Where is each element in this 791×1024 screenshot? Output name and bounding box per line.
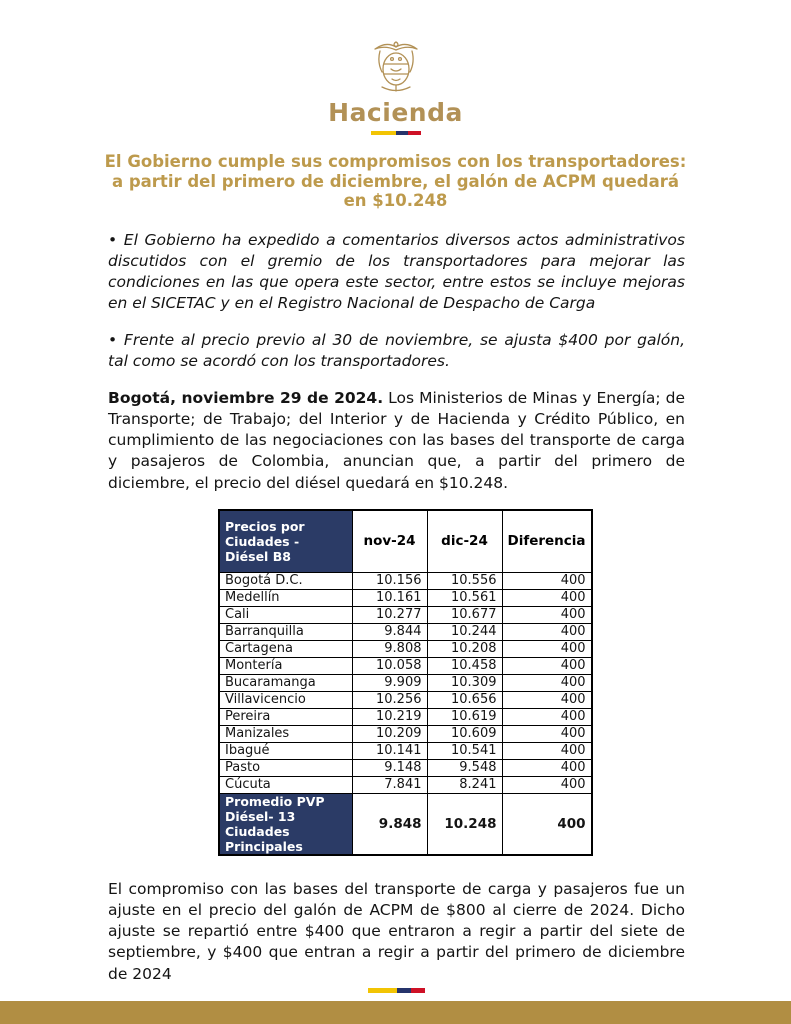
dif-cell: 400	[502, 623, 592, 640]
nov-cell: 10.209	[352, 725, 427, 742]
bullet-paragraph-2: • Frente al precio previo al 30 de noviembre, se ajusta $400 por galón, tal como se acordó con los transportadores.	[108, 330, 685, 371]
city-cell: Villavicencio	[219, 691, 352, 708]
table-row	[219, 572, 592, 589]
page-title-line3: en $10.248	[343, 191, 448, 210]
table-row	[219, 589, 592, 606]
nov-cell: 9.844	[352, 623, 427, 640]
flag-blue-segment	[396, 131, 409, 135]
table-row	[219, 606, 592, 623]
city-cell: Medellín	[219, 589, 352, 606]
nov-cell: 10.058	[352, 657, 427, 674]
document-body	[108, 230, 685, 985]
city-cell: Pereira	[219, 708, 352, 725]
city-cell: Cúcuta	[219, 776, 352, 793]
city-cell: Manizales	[219, 725, 352, 742]
flag-red-segment	[411, 988, 425, 993]
colombia-coat-of-arms-icon	[367, 38, 425, 96]
average-nov-cell: 9.848	[352, 793, 427, 855]
dic-cell: 10.244	[427, 623, 502, 640]
closing-paragraph: El compromiso con las bases del transporte de carga y pasajeros fue un ajuste en el precio del galón de ACPM de $800 al cierre de 2024. Dicho ajuste se repartió entre $400 que entraron a regir a partir del siete de septiembre, y $400 que entran a regir a partir del primero de diciembre de 2024	[108, 879, 685, 983]
dateline-paragraph	[108, 388, 685, 494]
nov-cell: 10.219	[352, 708, 427, 725]
dif-cell: 400	[502, 606, 592, 623]
brand-header	[0, 0, 791, 135]
table-row	[219, 674, 592, 691]
dic-cell: 10.677	[427, 606, 502, 623]
dif-cell: 400	[502, 691, 592, 708]
city-cell: Bucaramanga	[219, 674, 352, 691]
dif-cell: 400	[502, 589, 592, 606]
city-cell: Cartagena	[219, 640, 352, 657]
average-label-cell: Promedio PVP Diésel- 13 Ciudades Principales	[219, 793, 352, 855]
dif-cell: 400	[502, 725, 592, 742]
dic-cell: 8.241	[427, 776, 502, 793]
dif-cell: 400	[502, 657, 592, 674]
dateline-rest: Los Ministerios de Minas y Energía; de Transporte; de Trabajo; del Interior y de Hacienda y Crédito Público, en cumplimiento de las negociaciones con las bases del transporte de carga y pasajeros de Colombia, anuncian que, a partir del primero de diciembre, el precio del diésel quedará en $10.248.	[108, 388, 685, 492]
hacienda-wordmark: Hacienda	[328, 98, 463, 127]
table-row	[219, 657, 592, 674]
footer-gold-band	[0, 1001, 791, 1024]
nov-cell: 9.808	[352, 640, 427, 657]
dic-cell: 10.561	[427, 589, 502, 606]
flag-yellow-segment	[368, 988, 397, 993]
dic-cell: 10.656	[427, 691, 502, 708]
table-row	[219, 691, 592, 708]
flag-yellow-segment	[371, 131, 396, 135]
table-row	[219, 725, 592, 742]
table-row	[219, 640, 592, 657]
dif-cell: 400	[502, 759, 592, 776]
header-cell-diferencia: Diferencia	[502, 510, 592, 572]
dic-cell: 10.208	[427, 640, 502, 657]
city-cell: Barranquilla	[219, 623, 352, 640]
nov-cell: 10.161	[352, 589, 427, 606]
city-cell: Pasto	[219, 759, 352, 776]
city-cell: Montería	[219, 657, 352, 674]
dic-cell: 10.458	[427, 657, 502, 674]
table-row	[219, 742, 592, 759]
page-title-line2: a partir del primero de diciembre, el galón de ACPM quedará	[111, 171, 680, 191]
header-cell-dic: dic-24	[427, 510, 502, 572]
dif-cell: 400	[502, 674, 592, 691]
dic-cell: 10.609	[427, 725, 502, 742]
table-row	[219, 708, 592, 725]
table-row	[219, 623, 592, 640]
dateline-bold: Bogotá, noviembre 29 de 2024.	[108, 388, 384, 407]
nov-cell: 10.277	[352, 606, 427, 623]
dif-cell: 400	[502, 776, 592, 793]
nov-cell: 10.141	[352, 742, 427, 759]
page-title-line1: El Gobierno cumple sus compromisos con los transportadores:	[104, 152, 687, 171]
page-title	[86, 152, 706, 211]
dif-cell: 400	[502, 742, 592, 759]
nov-cell: 7.841	[352, 776, 427, 793]
table-row	[219, 776, 592, 793]
average-dif-cell: 400	[502, 793, 592, 855]
nov-cell: 10.156	[352, 572, 427, 589]
bullet-paragraph-1: • El Gobierno ha expedido a comentarios diversos actos administrativos discutidos con el gremio de los transportadores para mejorar las condiciones en las que opera este sector, entre estos se incluye mejoras en el SICETAC y en el Registro Nacional de Despacho de Carga	[108, 230, 685, 313]
average-dic-cell: 10.248	[427, 793, 502, 855]
table-row	[219, 759, 592, 776]
dic-cell: 9.548	[427, 759, 502, 776]
header-cell-cities: Precios por Ciudades - Diésel B8	[219, 510, 352, 572]
dif-cell: 400	[502, 640, 592, 657]
nov-cell: 10.256	[352, 691, 427, 708]
dif-cell: 400	[502, 708, 592, 725]
colombia-flag-bar-icon	[371, 131, 421, 135]
dic-cell: 10.556	[427, 572, 502, 589]
footer-colombia-flag-bar-icon	[368, 988, 425, 993]
nov-cell: 9.148	[352, 759, 427, 776]
dic-cell: 10.619	[427, 708, 502, 725]
nov-cell: 9.909	[352, 674, 427, 691]
diesel-price-table	[218, 509, 593, 856]
flag-blue-segment	[397, 988, 411, 993]
dif-cell: 400	[502, 572, 592, 589]
city-cell: Cali	[219, 606, 352, 623]
dic-cell: 10.309	[427, 674, 502, 691]
header-cell-nov: nov-24	[352, 510, 427, 572]
city-cell: Bogotá D.C.	[219, 572, 352, 589]
flag-red-segment	[408, 131, 421, 135]
table-average-row	[219, 793, 592, 855]
table-header-row	[219, 510, 592, 572]
dic-cell: 10.541	[427, 742, 502, 759]
city-cell: Ibagué	[219, 742, 352, 759]
